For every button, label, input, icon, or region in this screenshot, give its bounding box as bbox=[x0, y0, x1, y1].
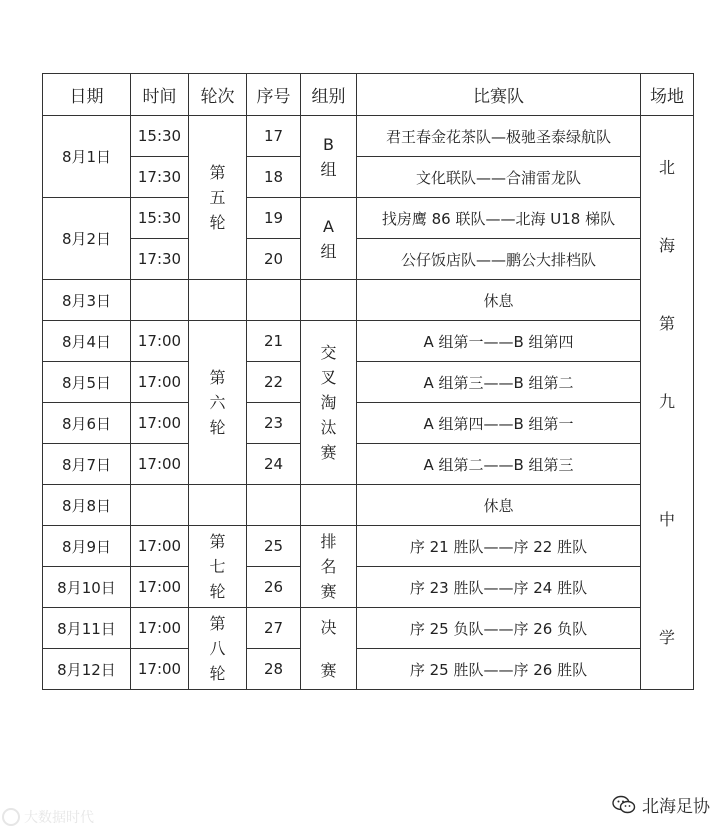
group-char: 汰 bbox=[320, 418, 337, 437]
round-char: 八 bbox=[209, 639, 226, 658]
group-char: 赛 bbox=[320, 443, 337, 462]
date-cell: 8月8日 bbox=[43, 485, 131, 526]
round-char: 第 bbox=[209, 163, 226, 182]
match-cell: 找房鹰 86 联队——北海 U18 梯队 bbox=[357, 198, 641, 239]
match-cell: A 组第四——B 组第一 bbox=[357, 403, 641, 444]
group-char: 赛 bbox=[320, 660, 337, 680]
number-cell: 22 bbox=[247, 362, 301, 403]
header-row bbox=[43, 74, 694, 116]
venue-char: 中 bbox=[658, 509, 675, 529]
group-char: 名 bbox=[320, 557, 337, 576]
round-cell bbox=[189, 608, 247, 690]
round-char: 六 bbox=[209, 393, 226, 412]
table-row bbox=[43, 280, 694, 321]
header-group: 组别 bbox=[301, 74, 357, 116]
table-row bbox=[43, 198, 694, 239]
match-cell: 文化联队——合浦雷龙队 bbox=[357, 157, 641, 198]
table-row bbox=[43, 321, 694, 362]
table-row bbox=[43, 157, 694, 198]
number-cell: 20 bbox=[247, 239, 301, 280]
watermark-left-text: 大数据时代 bbox=[24, 810, 94, 826]
time-cell: 15:30 bbox=[131, 198, 189, 239]
date-cell: 8月2日 bbox=[43, 198, 131, 280]
match-cell: 君王春金花茶队—极驰圣泰绿航队 bbox=[357, 116, 641, 157]
time-cell bbox=[131, 485, 189, 526]
date-cell: 8月10日 bbox=[43, 567, 131, 608]
number-cell: 27 bbox=[247, 608, 301, 649]
number-cell bbox=[247, 280, 301, 321]
number-cell: 23 bbox=[247, 403, 301, 444]
round-cell bbox=[189, 280, 247, 321]
match-cell: 公仔饭店队——鹏公大排档队 bbox=[357, 239, 641, 280]
venue-char: 北 bbox=[658, 157, 675, 177]
group-cell bbox=[301, 280, 357, 321]
number-cell bbox=[247, 485, 301, 526]
round-cell bbox=[189, 485, 247, 526]
date-cell: 8月11日 bbox=[43, 608, 131, 649]
table-row bbox=[43, 116, 694, 157]
group-cell bbox=[301, 526, 357, 608]
number-cell: 24 bbox=[247, 444, 301, 485]
round-cell bbox=[189, 321, 247, 485]
table-row bbox=[43, 362, 694, 403]
header-venue: 场地 bbox=[641, 74, 694, 116]
group-char: A bbox=[323, 216, 334, 236]
round-char: 第 bbox=[209, 532, 226, 551]
table-row bbox=[43, 567, 694, 608]
number-cell: 26 bbox=[247, 567, 301, 608]
date-cell: 8月5日 bbox=[43, 362, 131, 403]
venue-char: 海 bbox=[658, 235, 675, 255]
number-cell: 21 bbox=[247, 321, 301, 362]
table-row bbox=[43, 485, 694, 526]
number-cell: 25 bbox=[247, 526, 301, 567]
group-char: 叉 bbox=[320, 368, 337, 387]
group-char: 组 bbox=[320, 159, 337, 179]
watermark-right bbox=[612, 792, 710, 817]
table-row bbox=[43, 403, 694, 444]
match-cell: 序 25 胜队——序 26 胜队 bbox=[357, 649, 641, 690]
group-cell bbox=[301, 116, 357, 198]
match-cell: 休息 bbox=[357, 280, 641, 321]
group-char: 决 bbox=[320, 617, 337, 637]
match-cell: A 组第三——B 组第二 bbox=[357, 362, 641, 403]
number-cell: 17 bbox=[247, 116, 301, 157]
round-char: 五 bbox=[209, 188, 226, 207]
time-cell: 17:00 bbox=[131, 608, 189, 649]
group-char: 交 bbox=[320, 343, 337, 362]
group-char: B bbox=[323, 134, 334, 154]
match-cell: 序 21 胜队——序 22 胜队 bbox=[357, 526, 641, 567]
time-cell: 17:00 bbox=[131, 526, 189, 567]
round-char: 轮 bbox=[209, 213, 226, 232]
table-row bbox=[43, 526, 694, 567]
round-char: 第 bbox=[209, 614, 226, 633]
table-row bbox=[43, 444, 694, 485]
watermark-left bbox=[2, 807, 94, 827]
watermark-logo-icon bbox=[2, 808, 20, 826]
time-cell: 17:00 bbox=[131, 444, 189, 485]
time-cell: 17:00 bbox=[131, 403, 189, 444]
match-cell: 序 23 胜队——序 24 胜队 bbox=[357, 567, 641, 608]
header-date: 日期 bbox=[43, 74, 131, 116]
time-cell: 17:00 bbox=[131, 321, 189, 362]
time-cell: 17:00 bbox=[131, 362, 189, 403]
group-char: 赛 bbox=[320, 582, 337, 601]
venue-char: 第 bbox=[658, 313, 675, 333]
match-cell: 序 25 负队——序 26 负队 bbox=[357, 608, 641, 649]
schedule-table bbox=[42, 73, 694, 690]
round-cell bbox=[189, 116, 247, 280]
date-cell: 8月4日 bbox=[43, 321, 131, 362]
venue-char: 学 bbox=[658, 627, 675, 647]
round-char: 轮 bbox=[209, 582, 226, 601]
venue-char: 九 bbox=[658, 391, 675, 411]
round-char: 轮 bbox=[209, 664, 226, 683]
header-number: 序号 bbox=[247, 74, 301, 116]
match-cell: A 组第一——B 组第四 bbox=[357, 321, 641, 362]
table-row bbox=[43, 608, 694, 649]
time-cell: 17:00 bbox=[131, 567, 189, 608]
round-cell bbox=[189, 526, 247, 608]
time-cell: 17:30 bbox=[131, 157, 189, 198]
time-cell: 17:00 bbox=[131, 649, 189, 690]
group-char: 淘 bbox=[320, 393, 337, 412]
match-cell: A 组第二——B 组第三 bbox=[357, 444, 641, 485]
group-char: 组 bbox=[320, 241, 337, 261]
number-cell: 18 bbox=[247, 157, 301, 198]
header-time: 时间 bbox=[131, 74, 189, 116]
date-cell: 8月12日 bbox=[43, 649, 131, 690]
date-cell: 8月6日 bbox=[43, 403, 131, 444]
group-cell bbox=[301, 321, 357, 485]
time-cell: 15:30 bbox=[131, 116, 189, 157]
date-cell: 8月3日 bbox=[43, 280, 131, 321]
table-row bbox=[43, 239, 694, 280]
round-char: 七 bbox=[209, 557, 226, 576]
venue-cell bbox=[641, 116, 694, 690]
number-cell: 19 bbox=[247, 198, 301, 239]
group-char: 排 bbox=[320, 532, 337, 551]
header-teams: 比赛队 bbox=[357, 74, 641, 116]
match-cell: 休息 bbox=[357, 485, 641, 526]
date-cell: 8月9日 bbox=[43, 526, 131, 567]
group-cell bbox=[301, 485, 357, 526]
round-char: 第 bbox=[209, 368, 226, 387]
header-round: 轮次 bbox=[189, 74, 247, 116]
date-cell: 8月1日 bbox=[43, 116, 131, 198]
table-row bbox=[43, 649, 694, 690]
time-cell bbox=[131, 280, 189, 321]
date-cell: 8月7日 bbox=[43, 444, 131, 485]
group-cell bbox=[301, 608, 357, 690]
number-cell: 28 bbox=[247, 649, 301, 690]
wechat-icon bbox=[612, 795, 636, 815]
time-cell: 17:30 bbox=[131, 239, 189, 280]
round-char: 轮 bbox=[209, 418, 226, 437]
group-cell bbox=[301, 198, 357, 280]
watermark-right-text: 北海足协 bbox=[642, 797, 710, 817]
